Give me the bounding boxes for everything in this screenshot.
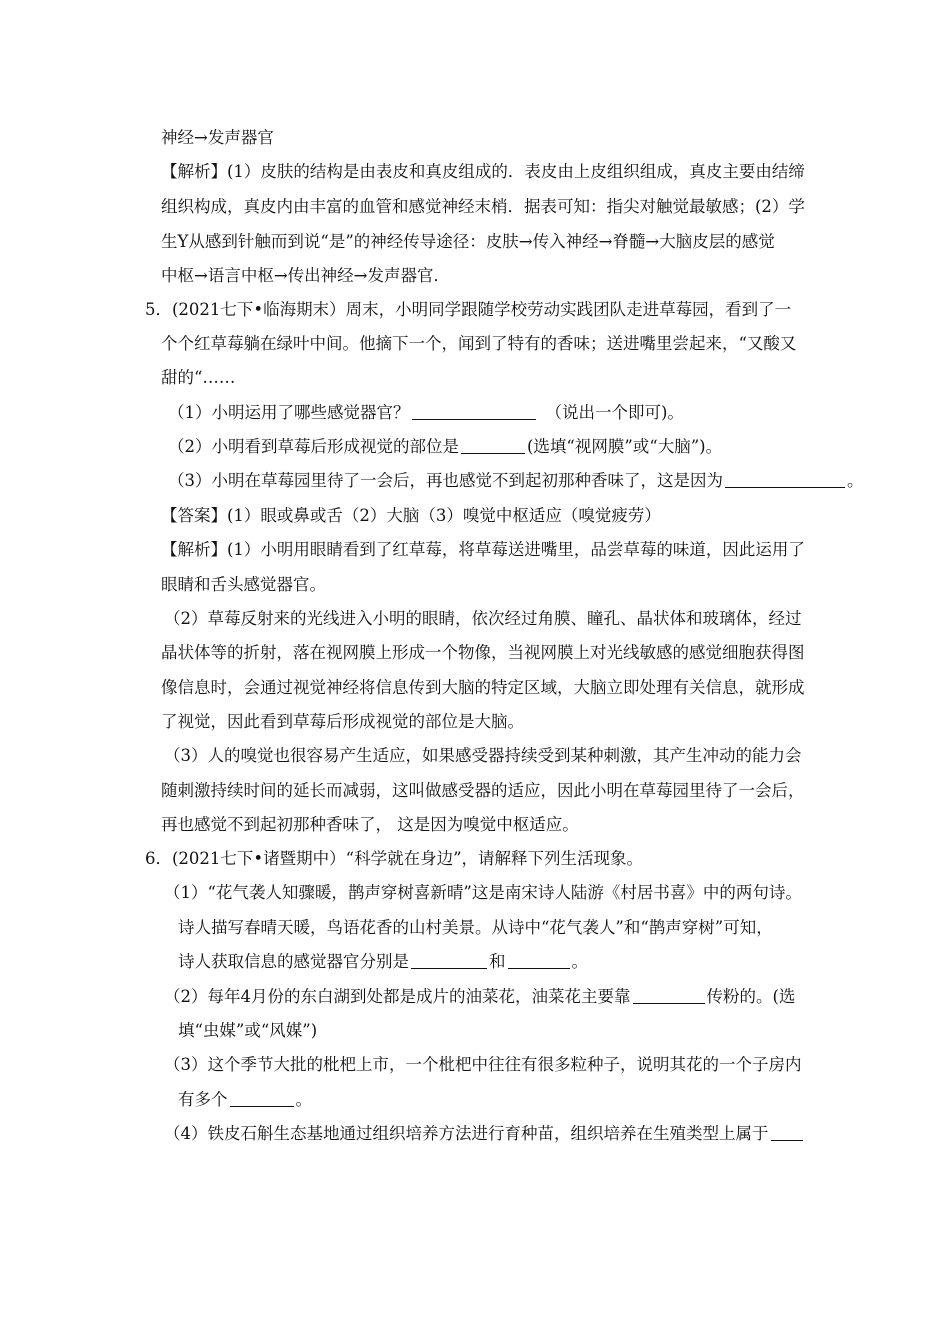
text-line: 眼睛和舌头感觉器官。 <box>161 575 326 594</box>
analysis-line: 【解析】(1）皮肤的结构是由表皮和真皮组成的．表皮由上皮组织组成，真皮主要由结缔 <box>161 162 805 181</box>
question-text: （说出一个即可)。 <box>545 403 684 422</box>
question-5-part-3 <box>168 471 864 491</box>
answer-blank[interactable] <box>411 952 487 969</box>
text-line: 像信息时，会通过视觉神经将信息传到大脑的特定区域，大脑立即处理有关信息，就形成 <box>161 678 805 697</box>
answer-blank[interactable] <box>725 471 845 488</box>
answer-blank[interactable] <box>461 437 525 454</box>
answer-blank[interactable] <box>230 1090 294 1107</box>
question-text: （1）小明运用了哪些感觉器官？ <box>168 403 410 422</box>
text-line: 个个红草莓躺在绿叶中间。他摘下一个，闻到了特有的香味；送进嘴里尝起来，“又酸又 <box>161 334 797 353</box>
question-text: 和 <box>489 952 506 971</box>
answer-blank[interactable] <box>412 403 536 420</box>
question-5-part-1 <box>168 403 684 423</box>
text-line: 诗人描写春晴天暖，鸟语花香的山村美景。从诗中“花气袭人”和“鹊声穿树”可知， <box>178 918 773 937</box>
question-6-part-2 <box>164 987 795 1007</box>
question-6-part-4 <box>164 1124 803 1144</box>
question-6-stem: 6．(2021七下•诸暨期中）“科学就在身边”，请解释下列生活现象。 <box>145 849 644 868</box>
analysis-line: 【解析】(1）小明用眼睛看到了红草莓，将草莓送进嘴里，品尝草莓的味道，因此运用了 <box>161 540 805 559</box>
question-text: （3）小明在草莓园里待了一会后，再也感觉不到起初那种香味了，这是因为 <box>168 471 723 490</box>
text-line: 晶状体等的折射，落在视网膜上形成一个物像，当视网膜上对光线敏感的感觉细胞获得图 <box>161 643 805 662</box>
text-line: 随刺激持续时间的延长而减弱，这叫做感受器的适应，因此小明在草莓园里待了一会后， <box>161 781 805 800</box>
question-text: 。 <box>847 471 864 490</box>
question-text: （2）小明看到草莓后形成视觉的部位是 <box>168 437 459 456</box>
text-line: 组织构成，真皮内由丰富的血管和感觉神经末梢．据表可知：指尖对触觉最敏感；(2）学 <box>161 197 805 216</box>
text-line: 生Y从感到针触而到说“是”的神经传导途径：皮肤→传入神经→脊髓→大脑皮层的感觉 <box>161 232 775 251</box>
question-text: 。 <box>295 1090 312 1109</box>
question-text: 诗人获取信息的感觉器官分别是 <box>178 952 409 971</box>
text-line: 中枢→语言中枢→传出神经→发声器官． <box>161 266 450 285</box>
question-text: 传粉的。(选 <box>706 987 796 1006</box>
answer-blank[interactable] <box>508 952 570 969</box>
text-line: 填“虫媒”或“风媒”) <box>178 1021 318 1040</box>
text-line <box>178 1090 312 1110</box>
question-text: （2）每年4月份的东白湖到处都是成片的油菜花，油菜花主要靠 <box>164 987 631 1006</box>
text-line: 神经→发声器官 <box>161 128 274 147</box>
text-line: （2）草莓反射来的光线进入小明的眼睛，依次经过角膜、瞳孔、晶状体和玻璃体，经过 <box>164 609 802 628</box>
answer-blank[interactable] <box>633 987 705 1004</box>
question-6-part-3: （3）这个季节大批的枇杷上市，一个枇杷中往往有很多粒种子，说明其花的一个子房内 <box>164 1055 802 1074</box>
text-line <box>178 952 588 972</box>
question-5-part-2 <box>168 437 722 457</box>
text-line: （3）人的嗅觉也很容易产生适应，如果感受器持续受到某种刺激，其产生冲动的能力会 <box>164 746 802 765</box>
question-6-part-1: （1）“花气袭人知骤暖，鹊声穿树喜新晴”这是南宋诗人陆游《村居书喜》中的两句诗。 <box>164 883 802 902</box>
question-5-stem: 5．(2021七下•临海期末）周末，小明同学跟随学校劳动实践团队走进草莓园，看到了一 <box>145 300 792 319</box>
text-line: 再也感觉不到起初那种香味了， 这是因为嗅觉中枢适应。 <box>161 815 579 834</box>
question-text: (选填“视网膜”或“大脑”)。 <box>527 437 723 456</box>
text-line: 了视觉，因此看到草莓后形成视觉的部位是大脑。 <box>161 712 524 731</box>
text-line: 甜的“…… <box>161 368 236 387</box>
answer-blank[interactable] <box>771 1124 803 1141</box>
question-text: 。 <box>571 952 588 971</box>
question-text: （4）铁皮石斛生态基地通过组织培养方法进行育种苗，组织培养在生殖类型上属于 <box>164 1124 769 1143</box>
answer-line: 【答案】(1）眼或鼻或舌（2）大脑（3）嗅觉中枢适应（嗅觉疲劳） <box>161 506 661 525</box>
question-text: 有多个 <box>178 1090 228 1109</box>
